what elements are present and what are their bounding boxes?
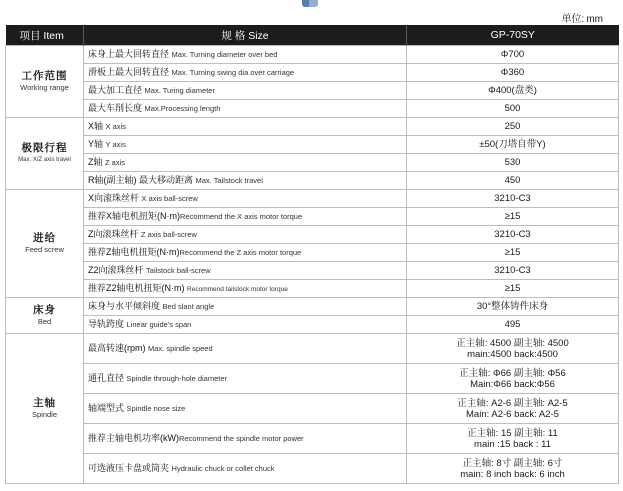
spec-value: 正主轴: Φ66 副主轴: Φ56 Main:Φ66 back:Φ56 — [407, 364, 619, 394]
category-bed — [6, 298, 84, 334]
spec-name: Z向滚珠丝杆 Z axis ball-screw — [84, 226, 407, 244]
table-row — [6, 298, 619, 316]
table-row — [6, 244, 619, 262]
table-row — [6, 280, 619, 298]
spec-name: 推荐Z2轴电机扭矩(N·m) Recommend tailstock motor torque — [84, 280, 407, 298]
unit-caption: 单位: — [561, 14, 585, 25]
spec-value: Φ360 — [407, 64, 619, 82]
spec-name: Z轴 Z axis — [84, 154, 407, 172]
table-row — [6, 454, 619, 484]
table-row — [6, 262, 619, 280]
category-en: Bed — [37, 316, 52, 326]
category-working-range — [6, 46, 84, 118]
table-row — [6, 136, 619, 154]
table-row — [6, 334, 619, 364]
spec-value: 3210-C3 — [407, 262, 619, 280]
spec-value: 30°整体铸件床身 — [407, 298, 619, 316]
table-row — [6, 226, 619, 244]
table-row — [6, 394, 619, 424]
spec-name: 最大车削长度 Max.Processing length — [84, 100, 407, 118]
spec-value: 250 — [407, 118, 619, 136]
category-feed-screw — [6, 190, 84, 298]
spec-value: 495 — [407, 316, 619, 334]
table-header — [6, 25, 619, 46]
spec-name: 床身与水平倾斜度 Bed slant angle — [84, 298, 407, 316]
spec-value: 530 — [407, 154, 619, 172]
spec-value: 500 — [407, 100, 619, 118]
spec-value: ≥15 — [407, 208, 619, 226]
category-axis-travel — [6, 118, 84, 190]
spec-value: ±50(刀塔自带Y) — [407, 136, 619, 154]
spec-value: 正主轴: 15 副主轴: 11 main :15 back : 11 — [407, 424, 619, 454]
spec-value: 正主轴: A2-6 副主轴: A2-5 Main: A2-6 back: A2-5 — [407, 394, 619, 424]
spec-name: Y轴 Y axis — [84, 136, 407, 154]
spec-name: 推荐主轴电机功率(kW)Recommend the spindle motor power — [84, 424, 407, 454]
table-row — [6, 172, 619, 190]
table-row — [6, 424, 619, 454]
category-zh: 主轴 — [33, 396, 56, 409]
category-spindle — [6, 334, 84, 484]
table-row — [6, 208, 619, 226]
spec-name: Z2向滚珠丝杆 Tailstock ball-screw — [84, 262, 407, 280]
header-model: GP-70SY — [407, 25, 619, 46]
category-en: Working range — [20, 82, 69, 92]
spec-value: 450 — [407, 172, 619, 190]
spec-name: 最大加工直径 Max. Turing diameter — [84, 82, 407, 100]
spec-table — [5, 25, 619, 484]
spec-value: ≥15 — [407, 244, 619, 262]
header-item: 项目 Item — [6, 25, 84, 46]
header-tab-icon — [302, 0, 318, 7]
category-en: Max. X/Z axis travel — [18, 156, 71, 163]
table-row — [6, 64, 619, 82]
spec-value: 3210-C3 — [407, 190, 619, 208]
spec-name: 最高转速(rpm) Max. spindle speed — [84, 334, 407, 364]
category-zh: 进给 — [33, 231, 56, 244]
spec-value: 正主轴: 4500 副主轴: 4500 main:4500 back:4500 — [407, 334, 619, 364]
spec-name: 轴端型式 Spindle nose size — [84, 394, 407, 424]
spec-value: Φ400(盘类) — [407, 82, 619, 100]
spec-name: 可选液压卡盘或筒夹 Hydraulic chuck or collet chuck — [84, 454, 407, 484]
spec-name: X轴 X axis — [84, 118, 407, 136]
category-en: Feed screw — [25, 244, 64, 254]
spec-name: 推荐X轴电机扭矩(N·m)Recommend the X axis motor torque — [84, 208, 407, 226]
spec-name: 导轨跨度 Linear guide's span — [84, 316, 407, 334]
table-row — [6, 154, 619, 172]
spec-name: 滑板上最大回转直径 Max. Turning swing dia.over carriage — [84, 64, 407, 82]
spec-name: 床身上最大回转直径 Max. Turning diameter over bed — [84, 46, 407, 64]
spec-value: 3210-C3 — [407, 226, 619, 244]
table-row — [6, 46, 619, 64]
unit-value: mm — [586, 14, 603, 25]
spec-name: 通孔直径 Spindle through-hole diameter — [84, 364, 407, 394]
spec-name: R轴(副主轴) 最大移动距离 Max. Tailstock travel — [84, 172, 407, 190]
category-zh: 极限行程 — [21, 141, 68, 154]
table-row — [6, 82, 619, 100]
category-zh: 工作范围 — [21, 69, 68, 82]
spec-name: 推荐Z轴电机扭矩(N·m)Recommend the Z axis motor torque — [84, 244, 407, 262]
table-row — [6, 190, 619, 208]
category-en: Spindle — [31, 409, 58, 419]
table-row — [6, 364, 619, 394]
spec-value: 正主轴: 8寸 副主轴: 6寸 main: 8 inch back: 6 inch — [407, 454, 619, 484]
table-row — [6, 100, 619, 118]
header-spec: 规 格 Size — [84, 25, 407, 46]
table-row — [6, 118, 619, 136]
spec-name: X向滚珠丝杆 X axis ball-screw — [84, 190, 407, 208]
spec-value: Φ700 — [407, 46, 619, 64]
spec-value: ≥15 — [407, 280, 619, 298]
unit-label — [560, 10, 603, 25]
category-zh: 床身 — [33, 303, 56, 316]
table-row — [6, 316, 619, 334]
